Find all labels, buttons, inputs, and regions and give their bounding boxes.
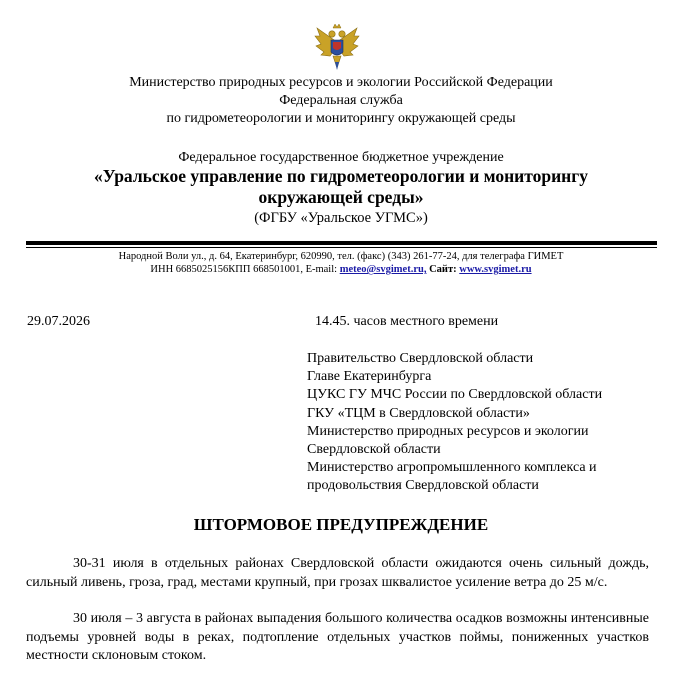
inn-text: ИНН 6685025156КПП 668501001, E-mail: [150, 264, 340, 275]
institution-abbr: (ФГБУ «Уральское УГМС») [254, 210, 428, 226]
document-time: 14.45. часов местного времени [315, 314, 499, 329]
recipients-list [307, 350, 602, 496]
address-line: Народной Воли ул., д. 64, Екатеринбург, 620990, тел. (факс) (343) 261-77-24, для телеграфа ГИМЕТ [118, 251, 564, 262]
recipient-item: Министерство природных ресурсов и экологии [307, 423, 589, 439]
institution-name-line2: окружающей среды» [258, 187, 424, 207]
recipient-item: Свердловской области [307, 442, 441, 458]
service-name-line2: по гидрометеорологии и мониторингу окружающей среды [166, 111, 516, 126]
inn-email-line [0, 263, 682, 276]
document-date: 29.07.2026 [27, 314, 90, 329]
site-link[interactable]: www.svgimet.ru [459, 264, 532, 275]
warning-heading: ШТОРМОВОЕ ПРЕДУПРЕЖДЕНИЕ [193, 515, 489, 534]
header-divider-thick [26, 241, 657, 245]
site-label: Сайт: [426, 264, 460, 275]
recipient-item: продовольствия Свердловской области [307, 478, 539, 494]
warning-paragraph-2: 30 июля – 3 августа в районах выпадения большого количества осадков возможны интенсивные подъемы уровней воды в реках, подтопление отдельных участков поймы, пониженных участков местности склоновым стоком. [26, 611, 649, 663]
header-divider-thin [26, 247, 657, 248]
institution-name-line1: «Уральское управление по гидрометеорологии и мониторингу [94, 166, 588, 186]
recipient-item: ЦУКС ГУ МЧС России по Свердловской области [307, 387, 603, 403]
ministry-name: Министерство природных ресурсов и экологии Российской Федерации [129, 75, 553, 90]
recipient-item: Главе Екатеринбурга [307, 369, 432, 385]
service-name-line1: Федеральная служба [279, 93, 403, 108]
recipient-item: ГКУ «ТЦМ в Свердловской области» [307, 405, 530, 421]
warning-paragraph-1: 30-31 июля в отдельных районах Свердловской области ожидаются очень сильный дождь, сильный ливень, гроза, град, местами крупный, при грозах шквалистое усиление ветра до 25 м/с. [26, 556, 649, 590]
institution-type: Федеральное государственное бюджетное учреждение [178, 150, 504, 165]
email-link[interactable]: meteo@svgimet.ru, [339, 264, 427, 275]
emblem-icon [313, 22, 361, 72]
recipient-item: Министерство агропромышленного комплекса и [307, 460, 597, 476]
recipient-item: Правительство Свердловской области [307, 351, 534, 366]
